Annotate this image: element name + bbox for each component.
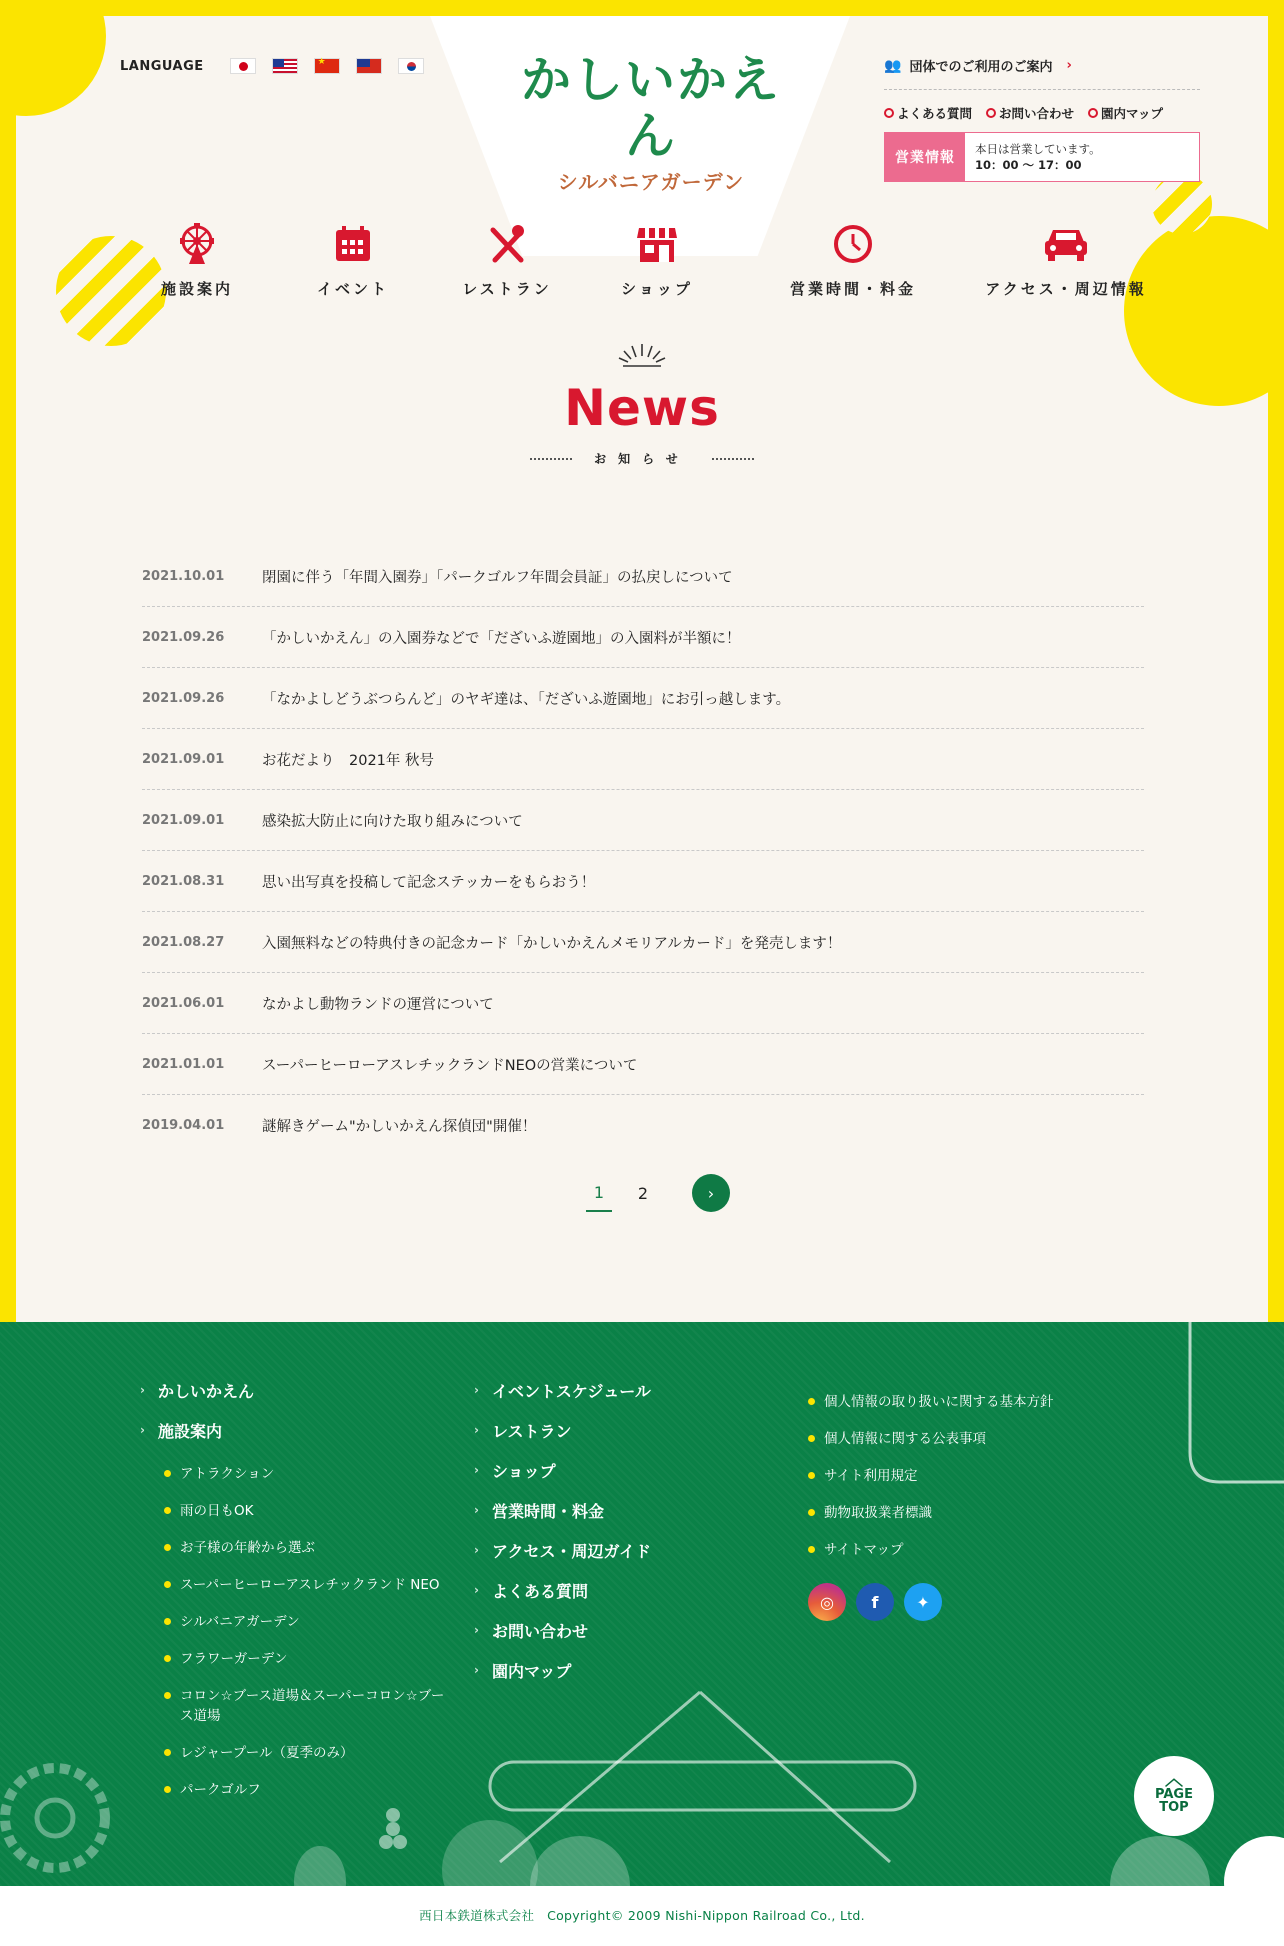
nav-shop-label: ショップ — [621, 280, 693, 298]
nav-restaurant-label: レストラン — [462, 280, 552, 298]
chevron-right-icon: › — [474, 1423, 479, 1437]
instagram-icon[interactable]: ◎ — [808, 1583, 846, 1621]
news-text: 入園無料などの特典付きの記念カード「かしいかえんメモリアルカード」を発売します！ — [262, 935, 842, 952]
news-item[interactable] — [142, 790, 1144, 851]
footer-sublink[interactable]: お子様の年齢から選ぶ — [164, 1530, 454, 1567]
news-item[interactable] — [142, 668, 1144, 729]
chevron-right-icon: › — [474, 1663, 479, 1677]
footer-link-label: 施設案内 — [158, 1421, 223, 1441]
news-date: 2021.08.27 — [142, 934, 225, 950]
footer-sublink[interactable]: スーパーヒーローアスレチックランド NEO — [164, 1567, 454, 1604]
footer-link-facilities[interactable] — [140, 1410, 454, 1450]
chevron-up-icon: ︿ — [1165, 1769, 1183, 1790]
footer-col-policy — [808, 1384, 1054, 1621]
news-item[interactable] — [142, 729, 1144, 790]
chevron-right-icon: › — [1066, 58, 1072, 73]
car-icon — [966, 222, 1166, 266]
news-date: 2021.10.01 — [142, 568, 225, 584]
footer-sublink[interactable]: パークゴルフ — [164, 1772, 454, 1809]
news-text: 「なかよしどうぶつらんど」のヤギ達は、「だざいふ遊園地」にお引っ越します。 — [262, 691, 791, 708]
decor-circle-top-left — [16, 16, 106, 116]
usa-flag-icon[interactable] — [272, 58, 298, 74]
footer-link-label: イベントスケジュール — [492, 1381, 651, 1401]
news-item[interactable] — [142, 1034, 1144, 1095]
site-logo[interactable] — [506, 52, 796, 195]
news-item[interactable] — [142, 607, 1144, 668]
news-date: 2021.09.01 — [142, 751, 225, 767]
faq-link-label: よくある質問 — [897, 106, 973, 121]
twitter-icon[interactable]: ✦ — [904, 1583, 942, 1621]
chevron-right-icon: › — [707, 1183, 715, 1203]
chevron-right-icon: › — [474, 1623, 479, 1637]
divider — [712, 458, 754, 460]
page-1-link[interactable]: 1 — [586, 1183, 612, 1212]
footer-link-map[interactable] — [474, 1650, 651, 1690]
chevron-right-icon: › — [140, 1423, 145, 1437]
footer-sublink[interactable]: 雨の日もOK — [164, 1493, 454, 1530]
header-utility — [884, 56, 1200, 182]
footer-link-label: 園内マップ — [492, 1661, 572, 1681]
footer-col-main — [474, 1370, 651, 1690]
news-date: 2021.09.26 — [142, 629, 225, 645]
contact-link[interactable] — [986, 104, 1074, 122]
footer-policy-link[interactable]: 個人情報に関する公表事項 — [808, 1421, 1054, 1458]
ring-bullet-icon — [1088, 108, 1098, 118]
footer-link-label: お問い合わせ — [492, 1621, 589, 1641]
footer-facility-sublist — [164, 1456, 454, 1809]
taiwan-flag-icon[interactable] — [356, 58, 382, 74]
logo-sub-text: シルバニアガーデン — [557, 170, 745, 194]
news-text: 思い出写真を投稿して記念ステッカーをもらおう！ — [262, 874, 596, 891]
footer-sublink[interactable]: フラワーガーデン — [164, 1641, 454, 1678]
footer-policy-link[interactable]: サイト利用規定 — [808, 1458, 1054, 1495]
china-flag-icon[interactable] — [314, 58, 340, 74]
nav-facilities-label: 施設案内 — [160, 280, 233, 298]
chevron-right-icon: › — [474, 1503, 479, 1517]
people-icon: 👥 — [884, 57, 902, 74]
news-text: 閉園に伴う「年間入園券」「パークゴルフ年間会員証」の払戻しについて — [262, 569, 733, 586]
footer-link-label: アクセス・周辺ガイド — [492, 1541, 652, 1561]
news-item[interactable] — [142, 973, 1144, 1034]
news-date: 2021.08.31 — [142, 873, 225, 889]
nav-events-label: イベント — [316, 280, 389, 298]
chevron-right-icon: › — [474, 1543, 479, 1557]
footer-link-label: よくある質問 — [492, 1581, 589, 1601]
footer-policy-list — [808, 1384, 1054, 1569]
footer-link-home[interactable] — [140, 1370, 454, 1410]
ring-bullet-icon — [884, 108, 894, 118]
news-text: 謎解きゲーム"かしいかえん探偵団"開催！ — [262, 1119, 537, 1135]
footer-policy-link[interactable]: サイトマップ — [808, 1532, 1054, 1569]
group-guide-link[interactable] — [884, 56, 1200, 90]
facebook-icon[interactable]: f — [856, 1583, 894, 1621]
footer-sublink[interactable]: レジャープール（夏季のみ） — [164, 1735, 454, 1772]
news-date: 2019.04.01 — [142, 1118, 225, 1133]
footer-col-facilities — [140, 1370, 454, 1809]
park-map-link-label: 園内マップ — [1101, 106, 1164, 121]
footer-link-label: レストラン — [492, 1421, 572, 1441]
footer-link-restaurant[interactable] — [474, 1410, 651, 1450]
news-text: 感染拡大防止に向けた取り組みについて — [262, 813, 523, 830]
chevron-right-icon: › — [474, 1383, 479, 1397]
page-top-button[interactable] — [1134, 1756, 1214, 1836]
calendar-icon — [278, 222, 428, 266]
news-date: 2021.06.01 — [142, 995, 225, 1011]
business-info-label: 営業情報 — [885, 133, 965, 181]
footer-link-access[interactable] — [474, 1530, 651, 1570]
footer-link-label: ショップ — [492, 1461, 556, 1481]
footer-sublink[interactable]: アトラクション — [164, 1456, 454, 1493]
contact-link-label: お問い合わせ — [999, 106, 1075, 121]
nav-hours-prices-label: 営業時間・料金 — [789, 280, 916, 298]
page-inner — [16, 16, 1268, 1322]
business-status: 本日は営業しています。 — [975, 142, 1101, 156]
footer-link-hours[interactable] — [474, 1490, 651, 1530]
footer-link-contact[interactable] — [474, 1610, 651, 1650]
footer-link-label: 営業時間・料金 — [492, 1501, 605, 1521]
fork-knife-icon — [432, 222, 582, 266]
social-links — [808, 1583, 1054, 1621]
news-item[interactable] — [142, 1095, 1144, 1156]
nav-events[interactable] — [278, 222, 428, 299]
korea-flag-icon[interactable] — [398, 58, 424, 74]
copyright: 西日本鉄道株式会社 Copyright© 2009 Nishi-Nippon Railroad Co., Ltd. — [0, 1886, 1284, 1946]
logo-main-text: かしいかえん — [521, 51, 781, 165]
chevron-right-icon: › — [474, 1463, 479, 1477]
news-text: お花だより 2021年 秋号 — [262, 752, 435, 769]
news-date: 2021.01.01 — [142, 1056, 225, 1072]
footer-sublink[interactable]: コロン☆ブース道場＆スーパーコロン☆ブース道場 — [164, 1678, 454, 1735]
page-2-link[interactable]: 2 — [637, 1183, 649, 1203]
news-item[interactable] — [142, 851, 1144, 912]
shop-icon — [582, 222, 732, 266]
news-title: News — [564, 379, 720, 437]
footer-link-faq[interactable] — [474, 1570, 651, 1610]
news-text: なかよし動物ランドの運営について — [262, 996, 494, 1013]
footer-policy-link[interactable]: 個人情報の取り扱いに関する基本方針 — [808, 1384, 1054, 1421]
nav-access-label: アクセス・周辺情報 — [985, 280, 1147, 298]
business-hours: 10：00 ～ 17：00 — [975, 158, 1082, 172]
next-page-button[interactable] — [692, 1174, 730, 1212]
news-text: 「かしいかえん」の入園券などで「だざいふ遊園地」の入園料が半額に！ — [262, 630, 741, 647]
group-guide-label: 団体でのご利用のご案内 — [909, 60, 1053, 75]
pagination — [586, 1182, 730, 1212]
footer-link-shop[interactable] — [474, 1450, 651, 1490]
nav-hours-prices[interactable] — [758, 222, 948, 299]
global-nav — [16, 222, 1268, 312]
faq-link[interactable] — [884, 104, 972, 122]
japan-flag-icon[interactable] — [230, 58, 256, 74]
nav-facilities[interactable] — [122, 222, 272, 299]
ferris-wheel-icon — [122, 222, 272, 266]
chevron-right-icon: › — [474, 1583, 479, 1597]
business-info-text — [965, 133, 1111, 181]
footer-link-events[interactable] — [474, 1370, 651, 1410]
language-switcher — [120, 58, 424, 74]
sunburst-icon — [16, 342, 1268, 368]
nav-shop[interactable] — [582, 222, 732, 299]
page-top-line2: TOP — [1159, 1800, 1189, 1815]
news-list — [142, 546, 1144, 1156]
site-footer — [0, 1322, 1284, 1886]
footer-link-label: かしいかえん — [158, 1381, 255, 1401]
business-info-box — [884, 132, 1200, 182]
page-top-line1: PAGE — [1155, 1787, 1193, 1802]
news-item[interactable] — [142, 546, 1144, 607]
chevron-right-icon: › — [140, 1383, 145, 1397]
footer-policy-link[interactable]: 動物取扱業者標識 — [808, 1495, 1054, 1532]
language-label: LANGUAGE — [120, 58, 204, 74]
nav-access[interactable] — [966, 222, 1166, 299]
quick-links — [884, 104, 1200, 122]
news-date: 2021.09.01 — [142, 812, 225, 828]
news-date: 2021.09.26 — [142, 690, 225, 706]
nav-restaurant[interactable] — [432, 222, 582, 299]
news-subtitle-row — [16, 450, 1268, 467]
park-map-link[interactable] — [1088, 104, 1163, 122]
news-subtitle: お知らせ — [594, 452, 690, 466]
news-text: スーパーヒーローアスレチックランドNEOの営業について — [262, 1057, 638, 1074]
clock-icon — [758, 222, 948, 266]
news-item[interactable] — [142, 912, 1144, 973]
ring-bullet-icon — [986, 108, 996, 118]
divider — [530, 458, 572, 460]
news-heading — [16, 342, 1268, 467]
footer-sublink[interactable]: シルバニアガーデン — [164, 1604, 454, 1641]
